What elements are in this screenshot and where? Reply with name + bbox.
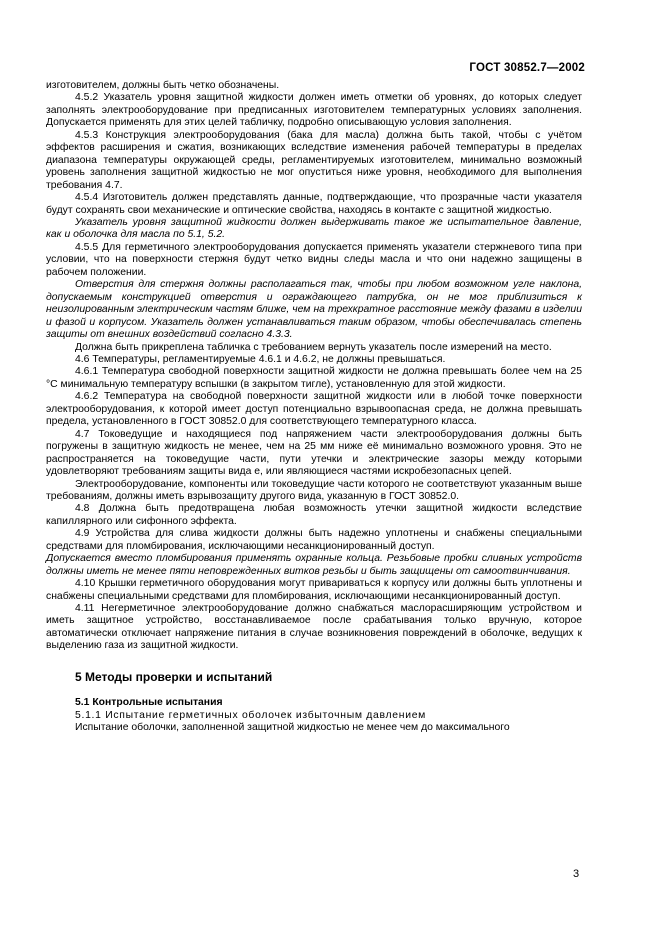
page-number: 3: [573, 868, 580, 880]
section-heading: 5 Методы проверки и испытаний: [75, 669, 273, 684]
paragraph: 4.5.2 Указатель уровня защитной жидкости должен иметь отметки об уровнях, до которых следует заполнять электрооборудование при предписанных изготовителем температурных условиях заполнения. Допускается применять для этих целей табличку, подробно описывающую условия заполнения.: [46, 92, 582, 129]
paragraph: 4.8 Должна быть предотвращена любая возможность утечки защитной жидкости вследствие капиллярного или сифонного эффекта.: [46, 503, 582, 527]
paragraph: 4.6.2 Температура на свободной поверхности защитной жидкости или в любой точке поверхности электрооборудования, к которой имеет доступ потенциально взрывоопасная среда, не должна превышать предела, установленного в ГОСТ 30852.0 для соответствующего температурного класса.: [46, 391, 582, 428]
paragraph: Электрооборудование, компоненты или токоведущие части которого не соответствуют указанным выше требованиям, должны иметь взрывозащиту другого вида, указанную в ГОСТ 30852.0.: [46, 478, 582, 502]
paragraph: 4.6.1 Температура свободной поверхности защитной жидкости не должна превышать более чем на 25 °С минимальную температуру вспышки (в закрытом тигле), установленную для этой жидкости.: [46, 366, 582, 390]
paragraph: Допускается вместо пломбирования применять охранные кольца. Резьбовые пробки сливных устройств должны иметь не менее пяти неповрежденных витков резьбы и быть защищены от самоотвинчивания.: [46, 553, 582, 577]
paragraph: 4.11 Негерметичное электрооборудование должно снабжаться маслорасширяющим устройством и иметь защитное устройство, восстанавливаемое после срабатывания только вручную, которое автоматически отключает напряжение питания в случае возникновения повреждений в оболочке, ведущих к выделению газа из защитной жидкости.: [46, 603, 582, 652]
document-code-header: ГОСТ 30852.7—2002: [469, 62, 585, 74]
paragraph: 4.6 Температуры, регламентируемые 4.6.1 и 4.6.2, не должны превышаться.: [75, 353, 446, 365]
paragraph: 4.5.5 Для герметичного электрооборудования допускается применять указатели стержневого типа при условии, что на поверхности стержня будут четко видны следы масла и что они надежно защищены в рабочем положении.: [46, 241, 582, 278]
paragraph: 4.7 Токоведущие и находящиеся под напряжением части электрооборудования должны быть погружены в защитную жидкость не менее, чем на 25 мм ниже её минимально возможного уровня. Это не распространяется на токоведущие части, пути утечки и электрические зазоры между которыми удовлетворяют требованиям защиты вида е, или являющиеся частями искробезопасных цепей.: [46, 428, 582, 478]
subsection-heading: 5.1 Контрольные испытания: [75, 697, 223, 709]
paragraph: 4.5.4 Изготовитель должен представлять данные, подтверждающие, что прозрачные части указателя будут сохранять свои механические и оптические свойства, находясь в контакте с защитной жидкостью.: [46, 192, 582, 216]
paragraph: изготовителем, должны быть четко обозначены.: [46, 80, 280, 91]
paragraph: 4.9 Устройства для слива жидкости должны быть надежно уплотнены и снабжены специальными средствами для пломбирования, исключающими несанкционированный доступ.: [46, 528, 582, 552]
clause-heading: 5.1.1 Испытание герметичных оболочек избыточным давлением: [75, 709, 427, 721]
paragraph: Отверстия для стержня должны располагаться так, чтобы при любом возможном угле наклона, допускаемым конструкцией отверстия и ограждающего патрубка, он не мог приблизиться к неизолированным электрическим частям ближе, чем на трехкратное расстояние между фазами в изделии и фазой и корпусом. Указатель должен устанавливаться таким образом, чтобы обеспечивалась степень защиты от внешних воздействий согласно 4.3.3.: [46, 279, 582, 341]
paragraph: 4.10 Крышки герметичного оборудования могут привариваться к корпусу или должны быть уплотнены и снабжены специальными средствами для пломбирования, исключающими несанкционированный доступ.: [46, 578, 582, 602]
paragraph: Испытание оболочки, заполненной защитной жидкостью не менее чем до максимального: [75, 722, 510, 734]
paragraph: Должна быть прикреплена табличка с требованием вернуть указатель после измерений на место.: [75, 341, 552, 353]
document-body: [46, 80, 582, 735]
paragraph: 4.5.3 Конструкция электрооборудования (бака для масла) должна быть такой, чтобы с учётом эффектов расширения и сжатия, возникающих вследствие изменения рабочей температуры в пределах диапазона температуры окружающей среды, регламентируемых изготовителем, минимально возможный уровень заполнения защитной жидкостью не мог опуститься ниже уровня, необходимого для выполнения требования 4.7.: [46, 129, 582, 191]
paragraph: Указатель уровня защитной жидкости должен выдерживать такое же испытательное давление, как и оболочка для масла по 5.1, 5.2.: [46, 216, 582, 241]
